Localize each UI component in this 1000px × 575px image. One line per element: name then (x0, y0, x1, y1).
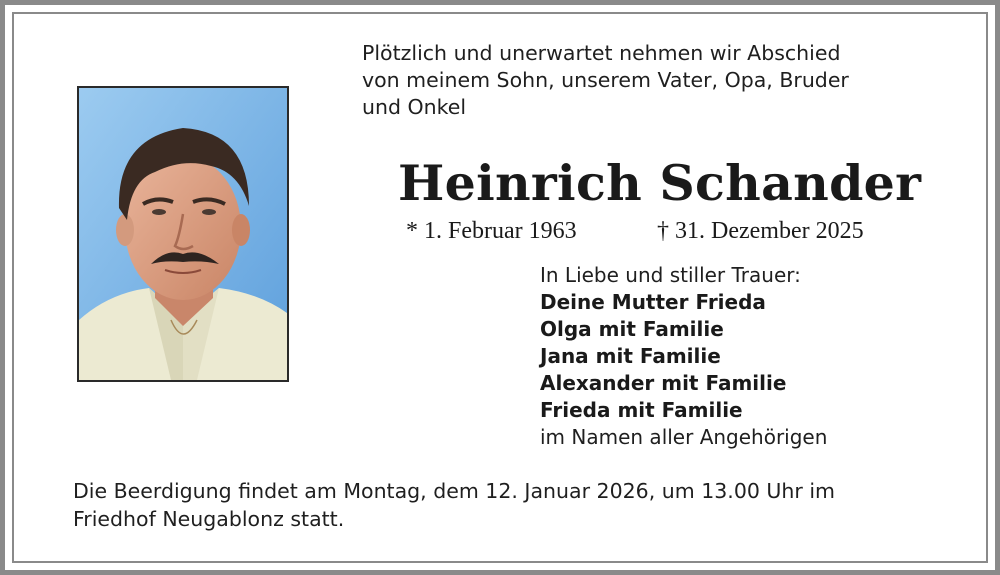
funeral-line: Friedhof Neugablonz statt. (73, 507, 345, 531)
intro-line: Plötzlich und unerwartet nehmen wir Abschied (362, 41, 841, 65)
mourners-heading: In Liebe und stiller Trauer: (540, 263, 801, 287)
portrait-photo (77, 86, 289, 382)
deceased-name: Heinrich Schander (398, 154, 922, 212)
mourners-block (540, 262, 960, 451)
funeral-notice (73, 477, 953, 533)
portrait-illustration (79, 88, 287, 380)
mourner-name: Alexander mit Familie (540, 371, 787, 395)
mourner-name: Olga mit Familie (540, 317, 724, 341)
intro-text (362, 40, 922, 121)
intro-line: und Onkel (362, 95, 467, 119)
mourners-closing: im Namen aller Angehörigen (540, 425, 828, 449)
death-date: † 31. Dezember 2025 (657, 218, 864, 244)
mourner-name: Jana mit Familie (540, 344, 721, 368)
funeral-line: Die Beerdigung findet am Montag, dem 12. Januar 2026, um 13.00 Uhr im (73, 479, 836, 503)
intro-line: von meinem Sohn, unserem Vater, Opa, Bruder (362, 68, 849, 92)
mourner-name: Deine Mutter Frieda (540, 290, 766, 314)
birth-date: * 1. Februar 1963 (406, 218, 577, 244)
mourner-name: Frieda mit Familie (540, 398, 743, 422)
